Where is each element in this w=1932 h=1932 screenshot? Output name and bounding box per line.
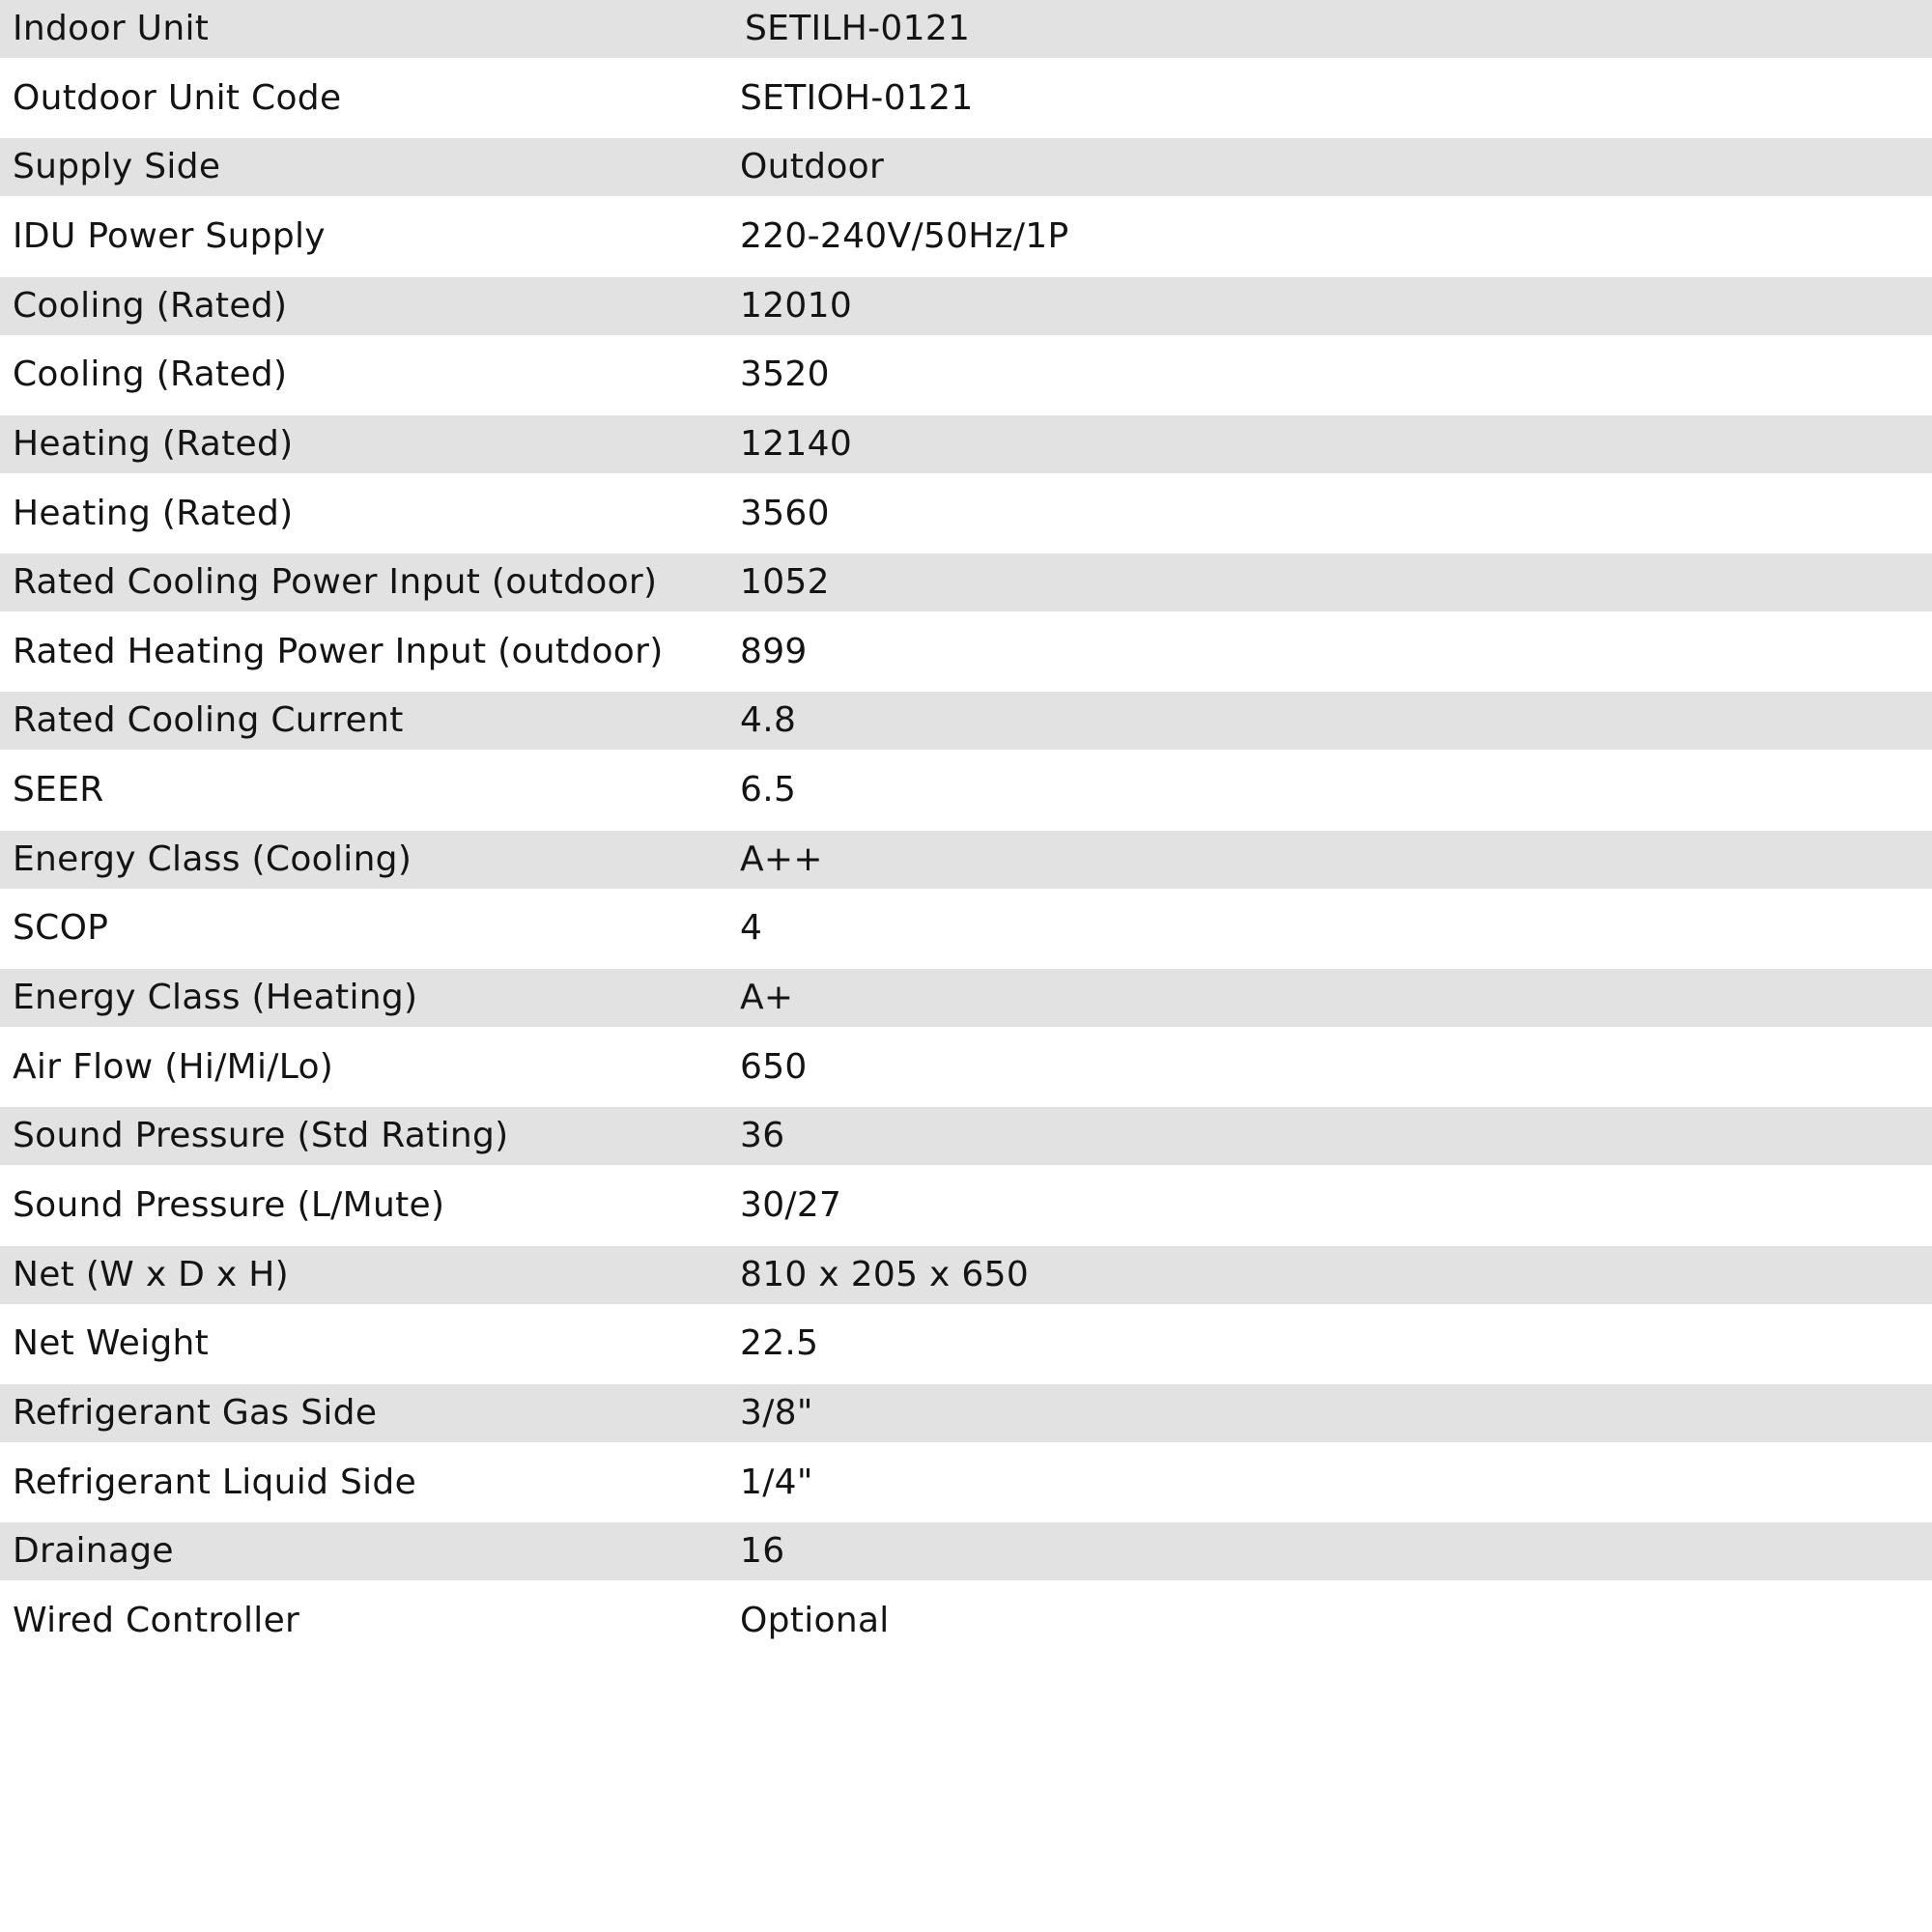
spec-value: A+ (740, 978, 794, 1018)
spec-value: 22.5 (740, 1323, 819, 1364)
spec-value: 12010 (740, 285, 853, 326)
spec-row-cooling-rated-btu (0, 277, 1932, 335)
spec-value: Optional (740, 1600, 890, 1640)
spec-row-net-dimensions (0, 1246, 1932, 1304)
spec-label: Cooling (Rated) (13, 285, 288, 326)
spec-value: SETILH-0121 (745, 9, 971, 48)
spec-row-heating-rated-btu (0, 415, 1932, 473)
spec-label: Wired Controller (13, 1600, 300, 1640)
spec-label: Supply Side (13, 147, 221, 187)
spec-row-heating-rated-w (0, 473, 1932, 554)
spec-label: Heating (Rated) (13, 423, 294, 464)
spec-label: Outdoor Unit Code (13, 77, 342, 118)
spec-label: SCOP (13, 908, 109, 949)
spec-label: Indoor Unit (13, 9, 210, 48)
spec-label: Cooling (Rated) (13, 355, 288, 395)
spec-row-cooling-rated-w (0, 335, 1932, 415)
spec-value: 4.8 (740, 700, 797, 741)
spec-row-rated-cooling-power-input (0, 554, 1932, 611)
spec-row-idu-power-supply (0, 196, 1932, 276)
spec-row-seer (0, 750, 1932, 830)
spec-row-indoor-unit (0, 0, 1932, 58)
spec-label: Rated Cooling Current (13, 700, 404, 741)
spec-value: 1/4" (740, 1462, 813, 1502)
spec-label: Sound Pressure (Std Rating) (13, 1116, 509, 1156)
spec-row-scop (0, 889, 1932, 969)
spec-value: 220-240V/50Hz/1P (740, 215, 1069, 256)
spec-label: Net (W x D x H) (13, 1254, 289, 1294)
spec-value: 650 (740, 1046, 808, 1087)
spec-value: 12140 (740, 423, 853, 464)
spec-value: 3560 (740, 493, 830, 533)
spec-row-rated-heating-power-input (0, 611, 1932, 692)
spec-row-outdoor-unit-code (0, 58, 1932, 138)
spec-row-drainage (0, 1522, 1932, 1580)
spec-value: 3/8" (740, 1392, 813, 1433)
spec-label: Sound Pressure (L/Mute) (13, 1185, 445, 1226)
spec-row-sound-pressure-std (0, 1107, 1932, 1165)
spec-value: A++ (740, 838, 823, 879)
spec-row-energy-class-heating (0, 969, 1932, 1027)
spec-row-refrigerant-liquid-side (0, 1442, 1932, 1522)
spec-value: Outdoor (740, 147, 885, 187)
spec-row-refrigerant-gas-side (0, 1384, 1932, 1442)
spec-value: 36 (740, 1116, 785, 1156)
spec-row-air-flow (0, 1027, 1932, 1107)
spec-value: 6.5 (740, 770, 797, 810)
spec-label: Net Weight (13, 1323, 210, 1364)
spec-label: Energy Class (Cooling) (13, 838, 412, 879)
spec-value: 3520 (740, 355, 830, 395)
spec-value: 4 (740, 908, 763, 949)
spec-row-wired-controller (0, 1580, 1932, 1661)
spec-value: 810 x 205 x 650 (740, 1254, 1030, 1294)
spec-row-sound-pressure-mute (0, 1165, 1932, 1245)
spec-label: Heating (Rated) (13, 493, 294, 533)
spec-label: Air Flow (Hi/Mi/Lo) (13, 1046, 334, 1087)
spec-row-net-weight (0, 1304, 1932, 1384)
spec-label: Energy Class (Heating) (13, 978, 418, 1018)
spec-label: Refrigerant Gas Side (13, 1392, 378, 1433)
spec-value: 30/27 (740, 1185, 842, 1226)
spec-value: 16 (740, 1531, 785, 1572)
spec-label: Drainage (13, 1531, 174, 1572)
spec-label: Rated Heating Power Input (outdoor) (13, 631, 664, 671)
spec-row-energy-class-cooling (0, 831, 1932, 889)
spec-row-rated-cooling-current (0, 692, 1932, 750)
spec-value: SETIOH-0121 (740, 77, 974, 118)
spec-value: 1052 (740, 562, 830, 603)
spec-label: Refrigerant Liquid Side (13, 1462, 417, 1502)
spec-label: SEER (13, 770, 104, 810)
spec-label: Rated Cooling Power Input (outdoor) (13, 562, 658, 603)
spec-value: 899 (740, 631, 808, 671)
spec-label: IDU Power Supply (13, 215, 326, 256)
spec-row-supply-side (0, 138, 1932, 196)
